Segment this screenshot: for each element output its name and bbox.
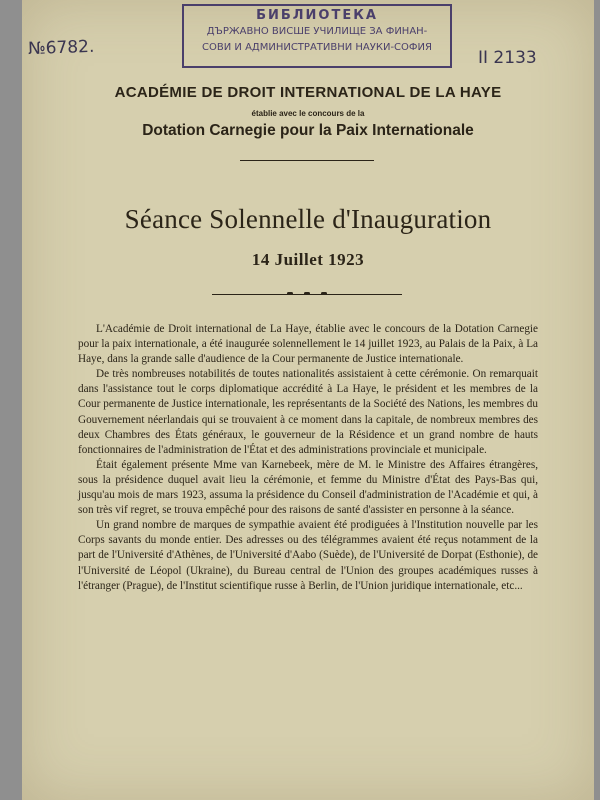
stamp-line-3: СОВИ И АДМИНИСТРАТИВНИ НАУКИ-СОФИЯ bbox=[202, 42, 432, 53]
paragraph: L'Académie de Droit international de La Haye, établie avec le concours de la Dotation Carnegie pour la paix internationale, a été inaugurée solennellement le 14 juillet 1923, au Palais de la Paix, à La Haye, dans la grande salle d'audience de la Cour permanente de Justice internationale. bbox=[78, 323, 538, 366]
handwritten-shelf-mark: II 2133 bbox=[478, 48, 537, 68]
event-date: 14 Juillet 1923 bbox=[251, 250, 365, 269]
stamp-line-1: БИБЛИОТЕКА bbox=[256, 8, 378, 23]
library-stamp bbox=[182, 4, 452, 68]
document-page bbox=[22, 0, 594, 800]
handwritten-catalog-number: №6782. bbox=[27, 36, 95, 60]
academy-heading: ACADÉMIE DE DROIT INTERNATIONAL DE LA HAYE bbox=[114, 84, 502, 101]
dotation-heading: Dotation Carnegie pour la Paix Internationale bbox=[142, 122, 474, 139]
page-title: Séance Solennelle d'Inauguration bbox=[124, 204, 492, 234]
paragraph: Un grand nombre de marques de sympathie avaient été prodiguées à l'Institution nouvelle par les Corps savants du monde entier. Des adresses ou des télégrammes avaient été reçus notamment de la part de l'Université d'Athènes, de l'Université d'Aabo (Suède), de l'Université de Dorpat (Esthonie), de l'Université de Léopol (Ukraine), du Bureau central de l'Union des groupes académiques russes à l'étranger (Prague), de l'Institut scientifique russe à Berlin, de l'Union juridique internationale, etc... bbox=[78, 519, 538, 592]
paragraph: De très nombreuses notabilités de toutes nationalités assistaient à cette cérémonie. On remarquait dans l'assistance tout le corps diplomatique accrédité à La Haye, le président et les membres de la Cour permanente de Justice internationale, les représentants de la Société des Nations, les membres du Gouvernement néerlandais qui se trouvaient à ce moment dans la capitale, de nombreux membres des deux Chambres des États généraux, le gouverneur de la Résidence et un grand nombre de hauts fonctionnaires de l'administration de l'État et des administrations provinciale et municipale. bbox=[78, 368, 538, 456]
stamp-line-2: ДЪРЖАВНО ВИСШЕ УЧИЛИЩЕ ЗА ФИНАН- bbox=[206, 26, 428, 37]
paragraph: Était également présente Mme van Karnebeek, mère de M. le Ministre des Affaires étrangères, sous la présidence duquel avait lieu la cérémonie, et femme du Ministre d'État des Pays-Bas qui, jusqu'au mois de mars 1923, assuma la présidence du Conseil d'administration de l'Académie et qui, à son très vif regret, se trouva empêché pour des raisons de santé d'assister en personne à la séance. bbox=[78, 458, 538, 517]
body-text bbox=[78, 322, 538, 594]
header-divider bbox=[240, 160, 374, 161]
established-line: établie avec le concours de la bbox=[251, 109, 365, 118]
